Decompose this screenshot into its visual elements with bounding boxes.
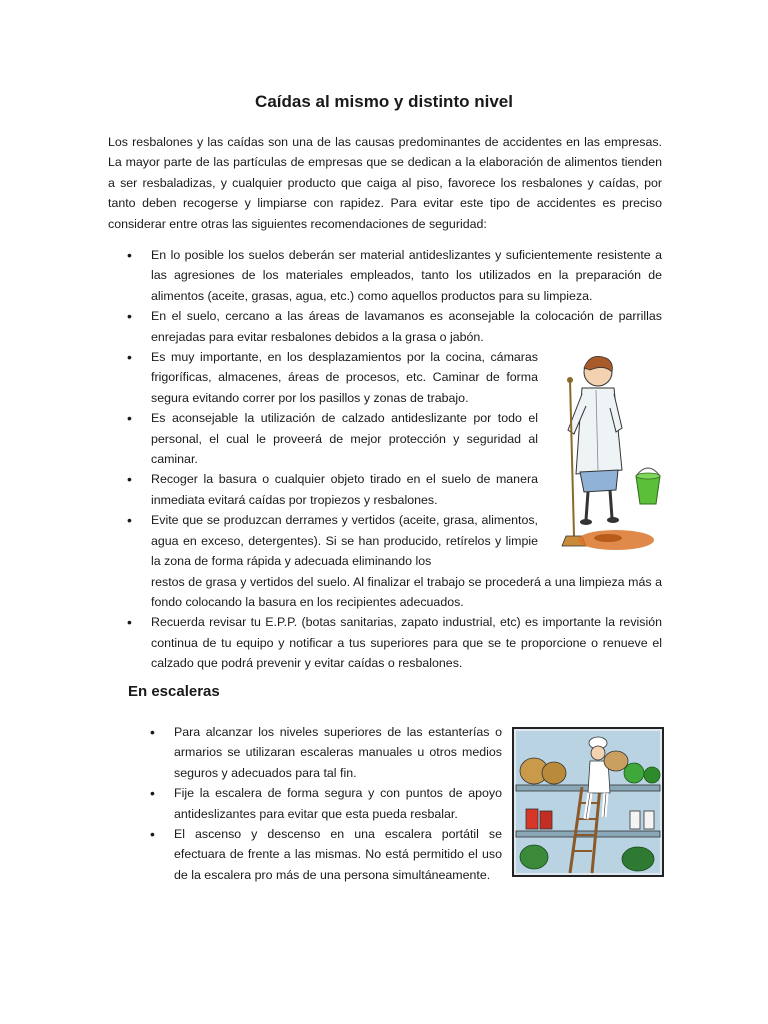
list-item: • En lo posible los suelos deberán ser material antideslizantes y suficientemente resistente a las agresiones de los materiales empleados, tanto los utilizados en la preparación de alimentos (aceite, grasas, agua, etc.) como aquellos productos para su limpieza. <box>108 245 662 306</box>
list-item: • Es muy importante, en los desplazamientos por la cocina, cámaras frigoríficas, almacenes, áreas de procesos, etc. Caminar de forma segura evitando correr por los pasillos y zonas de trabajo. <box>108 347 538 408</box>
intro-paragraph: Los resbalones y las caídas son una de las causas predominantes de accidentes en las empresas. La mayor parte de las partículas de empresas que se dedican a la elaboración de alimentos tienden a ser resbaladizas, y cualquier producto que caiga al piso, favorece los resbalones y caídas, por tanto deben recogerse y limpiarse con rapidez. Para evitar este tipo de accidentes es preciso considerar entre otras las siguientes recomendaciones de seguridad: <box>108 135 662 231</box>
list-item: • El ascenso y descenso en una escalera portátil se efectuara de frente a las mismas. No está permitido el uso de la escalera pro más de una persona simultáneamente. <box>130 824 502 885</box>
list-item: • Recoger la basura o cualquier objeto tirado en el suelo de manera inmediata evitará caídas por tropiezos y resbalones. <box>108 469 538 510</box>
worker-mopping-illustration <box>556 350 664 558</box>
list-item-text: • Evite que se produzcan derrames y vertidos (aceite, grasa, alimentos, agua en exceso, detergentes). Si se han producido, retírelos y limpie la zona de forma rápida y adecuada eliminando los <box>151 513 538 569</box>
page-title: Caídas al mismo y distinto nivel <box>255 92 513 111</box>
list-item-text-continued: restos de grasa y vertidos del suelo. Al finalizar el trabajo se procederá a una limpieza más a fondo colocando la basura en los recipientes adecuados. <box>151 574 662 609</box>
list-item: • En el suelo, cercano a las áreas de lavamanos es aconsejable la colocación de parrillas enrejadas para evitar resbalones debidos a la grasa o jabón. <box>108 306 662 347</box>
list-item: • Es aconsejable la utilización de calzado antideslizante por todo el personal, el cual le proveerá de mejor protección y seguridad al caminar. <box>108 408 538 469</box>
ladder-safety-list <box>130 722 502 885</box>
list-item: • Fije la escalera de forma segura y con puntos de apoyo antideslizantes para evitar que esta pueda resbalar. <box>130 783 502 824</box>
list-item: • Recuerda revisar tu E.P.P. (botas sanitarias, zapato industrial, etc) es importante la revisión continua de tu equipo y notificar a tus superiores para que se te proporcione o renueve el calzado que podrá prevenir y evitar caídas o resbalones. <box>108 612 662 673</box>
worker-on-ladder-illustration <box>512 727 664 877</box>
list-item: • Para alcanzar los niveles superiores de las estanterías o armarios se utilizaran escaleras manuales u otros medios seguros y adecuados para tal fin. <box>130 722 502 783</box>
section-heading: En escaleras <box>128 683 220 700</box>
